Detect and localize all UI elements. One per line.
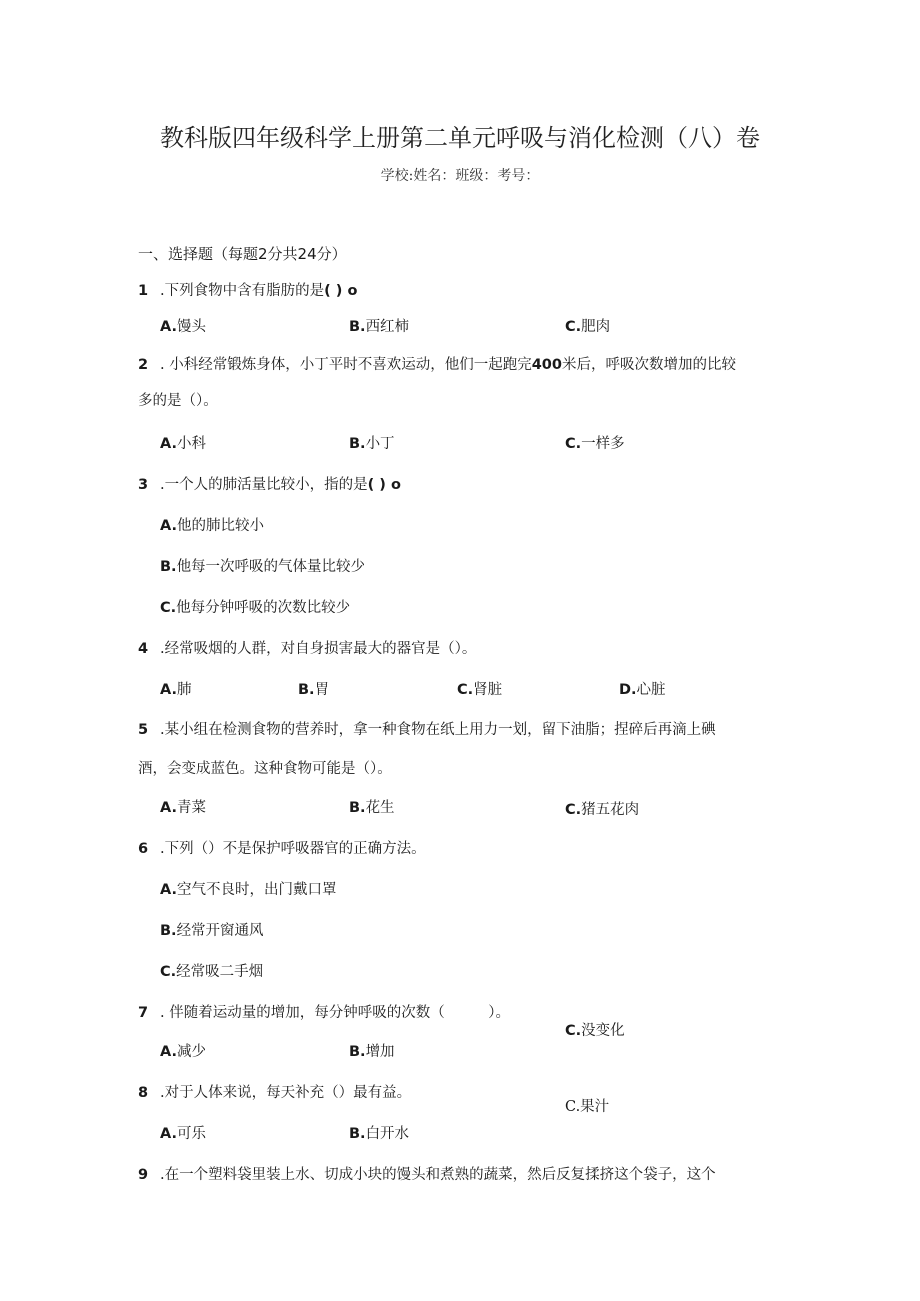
question-stem: .一个人的肺活量比较小，指的是: [160, 477, 368, 493]
question-number: 4: [138, 641, 149, 657]
option-6a: A.空气不良时，出门戴口罩: [160, 882, 337, 898]
option-2b: B.小丁: [349, 436, 395, 452]
question-number: 6: [138, 841, 149, 857]
question-5: [138, 718, 716, 739]
question-9: [138, 1163, 716, 1184]
option-3c: C.他每分钟呼吸的次数比较少: [160, 600, 351, 616]
option-4d: D.心脏: [619, 682, 666, 698]
question-number: 7: [138, 1005, 149, 1021]
option-5b: B.花生: [349, 800, 395, 816]
student-info-line: 学校:姓名：班级：考号：: [380, 168, 540, 184]
option-3b: B.他每一次呼吸的气体量比较少: [160, 559, 366, 575]
question-number: 8: [138, 1085, 149, 1101]
question-stem: .经常吸烟的人群，对自身损害最大的器官是（）。: [160, 641, 477, 657]
question-stem: .对于人体来说，每天补充（）最有益。: [160, 1085, 412, 1101]
option-4c: C.肾脏: [457, 682, 503, 698]
option-5c: C.猪五花肉: [565, 802, 640, 818]
question-7: [138, 1001, 510, 1022]
option-1b: B.西红柿: [349, 319, 410, 335]
page-title: 教科版四年级科学上册第二单元呼吸与消化检测（八）卷: [160, 124, 760, 152]
question-stem: . 小科经常锻炼身体，小丁平时不喜欢运动，他们一起跑完: [160, 357, 532, 373]
question-5-line-2: 酒，会变成蓝色。这种食物可能是（）。: [138, 761, 392, 777]
question-tail: ( ) o: [324, 283, 358, 299]
question-stem: .下列食物中含有脂肪的是: [160, 283, 325, 299]
option-2c: C.一样多: [565, 436, 625, 452]
question-stem: .下列（）不是保护呼吸器官的正确方法。: [160, 841, 426, 857]
question-number: 2: [138, 357, 149, 373]
option-7b: B.增加: [349, 1044, 395, 1060]
option-6b: B.经常开窗通风: [160, 923, 264, 939]
question-stem-continued: 米后，呼吸次数增加的比较: [562, 357, 736, 373]
option-7c: C.没变化: [565, 1023, 625, 1039]
question-2-line-2: 多的是（）。: [138, 393, 218, 409]
option-6c: C.经常吸二手烟: [160, 964, 264, 980]
question-stem: .某小组在检测食物的营养时，拿一种食物在纸上用力一划，留下油脂；捏碎后再滴上碘: [160, 722, 716, 738]
question-stem-number: 400: [531, 357, 562, 373]
question-6: [138, 837, 426, 858]
question-number: 1: [138, 283, 149, 299]
question-2: [138, 353, 736, 374]
option-8b: B.白开水: [349, 1126, 410, 1142]
option-8a: A.可乐: [160, 1126, 206, 1142]
question-3: [138, 473, 401, 494]
option-5a: A.青菜: [160, 800, 206, 816]
option-4b: B.胃: [298, 682, 330, 698]
option-1a: A.馒头: [160, 319, 206, 335]
question-4: [138, 637, 476, 658]
question-number: 5: [138, 722, 149, 738]
option-2a: A.小科: [160, 436, 206, 452]
option-4a: A.肺: [160, 682, 192, 698]
question-8: [138, 1081, 411, 1102]
option-8c-clipped: C.果汁: [565, 1099, 610, 1115]
question-1: [138, 279, 357, 300]
option-7a: A.减少: [160, 1044, 206, 1060]
question-tail: ( ) o: [367, 477, 401, 493]
question-number: 3: [138, 477, 149, 493]
question-stem: .在一个塑料袋里装上水、切成小块的馒头和煮熟的蔬菜，然后反复揉挤这个袋子，这个: [160, 1167, 716, 1183]
question-stem: . 伴随着运动量的增加，每分钟呼吸的次数（ ）。: [160, 1005, 510, 1021]
option-1c: C.肥肉: [565, 319, 611, 335]
section-heading: 一、选择题（每题2分共24分）: [138, 245, 347, 263]
question-number: 9: [138, 1167, 149, 1183]
option-3a: A.他的肺比较小: [160, 518, 264, 534]
